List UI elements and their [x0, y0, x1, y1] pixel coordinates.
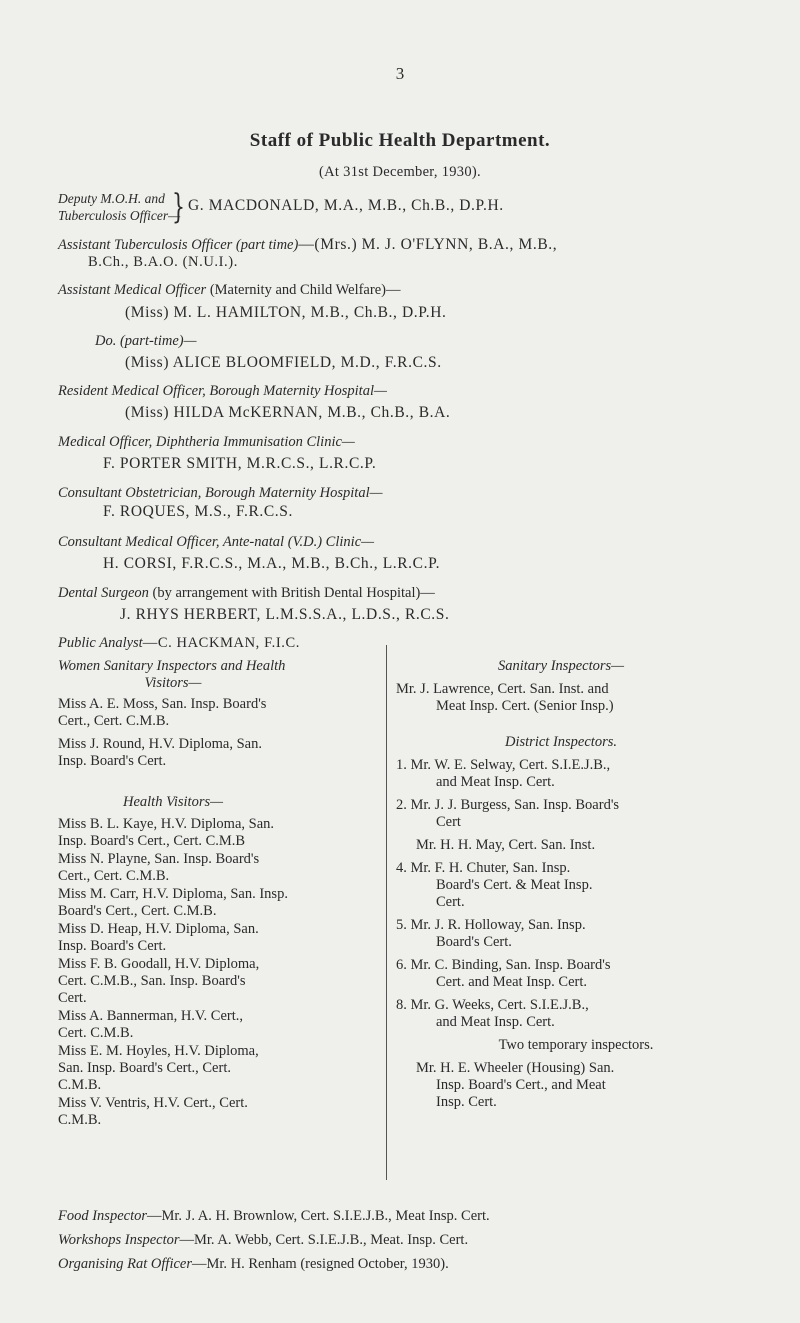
column-divider	[386, 645, 387, 1180]
district-inspector-entry	[396, 917, 756, 951]
health-visitor-entry-line: Miss M. Carr, H.V. Diploma, San. Insp.	[58, 886, 288, 902]
food-line	[58, 1208, 490, 1225]
health-visitor-entry-line: Cert. C.M.B., San. Insp. Board's	[58, 973, 246, 989]
food-role: Food Inspector	[58, 1208, 147, 1224]
health-visitor-entry	[58, 1043, 380, 1094]
health-visitor-entry-line: Cert., Cert. C.M.B.	[58, 868, 170, 884]
district-inspector-entry	[396, 860, 756, 911]
right-heading: Sanitary Inspectors—	[497, 658, 625, 674]
health-visitor-entry	[58, 816, 380, 850]
health-visitor-entry-line: C.M.B.	[58, 1112, 102, 1128]
rat-role: Organising Rat Officer	[58, 1256, 192, 1272]
antenatal-name: H. CORSI, F.R.C.S., M.A., M.B., B.Ch., L.R.C.P.	[103, 555, 441, 572]
health-visitor-entry-line: Cert. C.M.B.	[58, 1025, 134, 1041]
page-title: Staff of Public Health Department.	[249, 130, 551, 151]
district-inspector-entry-line: Board's Cert. & Meat Insp.	[436, 877, 593, 893]
dental-role-line	[58, 585, 435, 602]
health-visitor-entry	[58, 921, 380, 955]
health-visitor-entry	[58, 1008, 380, 1042]
rat-name: —Mr. H. Renham (resigned October, 1930).	[191, 1256, 449, 1272]
women-inspector-entry	[58, 696, 380, 730]
asst-mo-name: (Miss) M. L. HAMILTON, M.B., Ch.B., D.P.H.	[125, 304, 447, 321]
district-inspector-entry	[396, 997, 756, 1031]
workshops-line	[58, 1232, 468, 1249]
analyst-line	[58, 635, 300, 652]
wheeler-line: Insp. Board's Cert., and Meat	[436, 1077, 606, 1093]
resident-name: (Miss) HILDA McKERNAN, M.B., Ch.B., B.A.	[125, 404, 451, 421]
dental-name: J. RHYS HERBERT, L.M.S.S.A., L.D.S., R.C.S.	[120, 606, 450, 623]
asst-mo-role: Assistant Medical Officer	[58, 282, 207, 298]
asst-tb-role: Assistant Tuberculosis Officer (part time)	[58, 237, 299, 253]
senior-inspector-line: Mr. J. Lawrence, Cert. San. Inst. and	[396, 681, 609, 697]
women-inspector-entry-line: Insp. Board's Cert.	[58, 753, 167, 769]
wheeler-line: Mr. H. E. Wheeler (Housing) San.	[416, 1060, 615, 1076]
district-inspector-entry	[396, 837, 756, 854]
page-number: 3	[395, 64, 405, 83]
rat-line	[58, 1256, 449, 1273]
health-visitor-entry-line: C.M.B.	[58, 1077, 102, 1093]
district-inspector-entry-line: Cert.	[436, 894, 465, 910]
dental-role: Dental Surgeon	[58, 585, 149, 601]
left-column	[58, 658, 380, 1130]
date-line: (At 31st December, 1930).	[319, 164, 481, 180]
analyst-name: —C. HACKMAN, F.I.C.	[142, 635, 300, 651]
antenatal-role: Consultant Medical Officer, Ante-natal (V.D.) Clinic—	[58, 534, 375, 550]
asst-mo-role-suffix: (Maternity and Child Welfare)—	[206, 282, 401, 298]
women-inspector-entry-line: Miss A. E. Moss, San. Insp. Board's	[58, 696, 267, 712]
obstetrician-role: Consultant Obstetrician, Borough Maternity Hospital—	[58, 485, 383, 501]
left-heading-line1: Women Sanitary Inspectors and Health	[58, 658, 286, 674]
do-part-name: (Miss) ALICE BLOOMFIELD, M.D., F.R.C.S.	[125, 354, 442, 371]
district-inspector-entry-line: and Meat Insp. Cert.	[436, 1014, 555, 1030]
health-visitor-entry	[58, 956, 380, 1007]
health-visitor-entry-line: Board's Cert., Cert. C.M.B.	[58, 903, 217, 919]
hv-heading: Health Visitors—	[122, 794, 224, 810]
district-inspector-entry-line: 5. Mr. J. R. Holloway, San. Insp.	[396, 917, 586, 933]
food-name: —Mr. J. A. H. Brownlow, Cert. S.I.E.J.B., Meat Insp. Cert.	[147, 1208, 490, 1224]
women-inspector-entry	[58, 736, 380, 770]
asst-mo-role-line	[58, 282, 400, 299]
district-heading: District Inspectors.	[505, 734, 617, 750]
district-inspector-entry	[396, 957, 756, 991]
women-inspector-entry-line: Miss J. Round, H.V. Diploma, San.	[58, 736, 262, 752]
health-visitor-entry	[58, 1095, 380, 1129]
asst-tb-name: —(Mrs.) M. J. O'FLYNN, B.A., M.B.,	[298, 236, 558, 253]
health-visitor-entry-line: Miss E. M. Hoyles, H.V. Diploma,	[58, 1043, 259, 1059]
women-inspector-entry-line: Cert., Cert. C.M.B.	[58, 713, 170, 729]
obstetrician-name: F. ROQUES, M.S., F.R.C.S.	[103, 503, 293, 520]
workshops-role: Workshops Inspector	[58, 1232, 180, 1248]
health-visitor-entry-line: Miss A. Bannerman, H.V. Cert.,	[58, 1008, 244, 1024]
district-inspector-entry	[396, 797, 756, 831]
district-inspector-entry-line: 6. Mr. C. Binding, San. Insp. Board's	[396, 957, 611, 973]
brace-icon: }	[172, 187, 185, 227]
deputy-role-line1: Deputy M.O.H. and	[58, 191, 165, 206]
do-part-role: Do. (part-time)—	[95, 333, 197, 349]
health-visitor-entry-line: Miss V. Ventris, H.V. Cert., Cert.	[58, 1095, 248, 1111]
diphtheria-role: Medical Officer, Diphtheria Immunisation Clinic—	[58, 434, 355, 450]
workshops-name: —Mr. A. Webb, Cert. S.I.E.J.B., Meat. Insp. Cert.	[179, 1232, 469, 1248]
health-visitor-entry-line: Miss F. B. Goodall, H.V. Diploma,	[58, 956, 260, 972]
senior-inspector-line: Meat Insp. Cert. (Senior Insp.)	[436, 698, 614, 714]
asst-tb-name-line2: B.Ch., B.A.O. (N.U.I.).	[88, 254, 238, 270]
resident-role: Resident Medical Officer, Borough Maternity Hospital—	[58, 383, 387, 399]
health-visitor-entry-line: San. Insp. Board's Cert., Cert.	[58, 1060, 231, 1076]
health-visitor-entry-line: Miss B. L. Kaye, H.V. Diploma, San.	[58, 816, 275, 832]
district-inspector-entry-line: and Meat Insp. Cert.	[436, 774, 555, 790]
health-visitor-entry	[58, 851, 380, 885]
district-inspector-entry-line: 1. Mr. W. E. Selway, Cert. S.I.E.J.B.,	[396, 757, 611, 773]
health-visitor-entry-line: Cert.	[58, 990, 87, 1006]
district-inspector-entry	[396, 757, 756, 791]
deputy-name: G. MACDONALD, M.A., M.B., Ch.B., D.P.H.	[188, 197, 504, 214]
deputy-role-line2: Tuberculosis Officer—	[58, 208, 181, 223]
health-visitor-entry-line: Insp. Board's Cert.	[58, 938, 167, 954]
asst-tb-line1	[58, 236, 557, 254]
district-inspector-entry-line: Board's Cert.	[436, 934, 512, 950]
temporary-inspectors: Two temporary inspectors.	[498, 1037, 654, 1053]
health-visitor-entry-line: Miss N. Playne, San. Insp. Board's	[58, 851, 260, 867]
district-inspector-entry-line: Cert	[436, 814, 461, 830]
district-inspector-entry-line: Mr. H. H. May, Cert. San. Inst.	[416, 837, 596, 853]
left-heading-line2: Visitors—	[144, 675, 202, 691]
health-visitor-entry	[58, 886, 380, 920]
district-inspector-entry-line: Cert. and Meat Insp. Cert.	[436, 974, 588, 990]
diphtheria-name: F. PORTER SMITH, M.R.C.S., L.R.C.P.	[103, 455, 377, 472]
district-inspector-entry-line: 2. Mr. J. J. Burgess, San. Insp. Board's	[396, 797, 620, 813]
district-inspector-entry-line: 4. Mr. F. H. Chuter, San. Insp.	[396, 860, 571, 876]
dental-role-suffix: (by arrangement with British Dental Hospital)—	[148, 585, 435, 601]
health-visitor-entry-line: Miss D. Heap, H.V. Diploma, San.	[58, 921, 259, 937]
health-visitor-entry-line: Insp. Board's Cert., Cert. C.M.B	[58, 833, 246, 849]
wheeler-line: Insp. Cert.	[436, 1094, 497, 1110]
district-inspector-entry-line: 8. Mr. G. Weeks, Cert. S.I.E.J.B.,	[396, 997, 589, 1013]
analyst-role: Public Analyst	[58, 635, 143, 651]
right-column	[396, 658, 756, 1111]
